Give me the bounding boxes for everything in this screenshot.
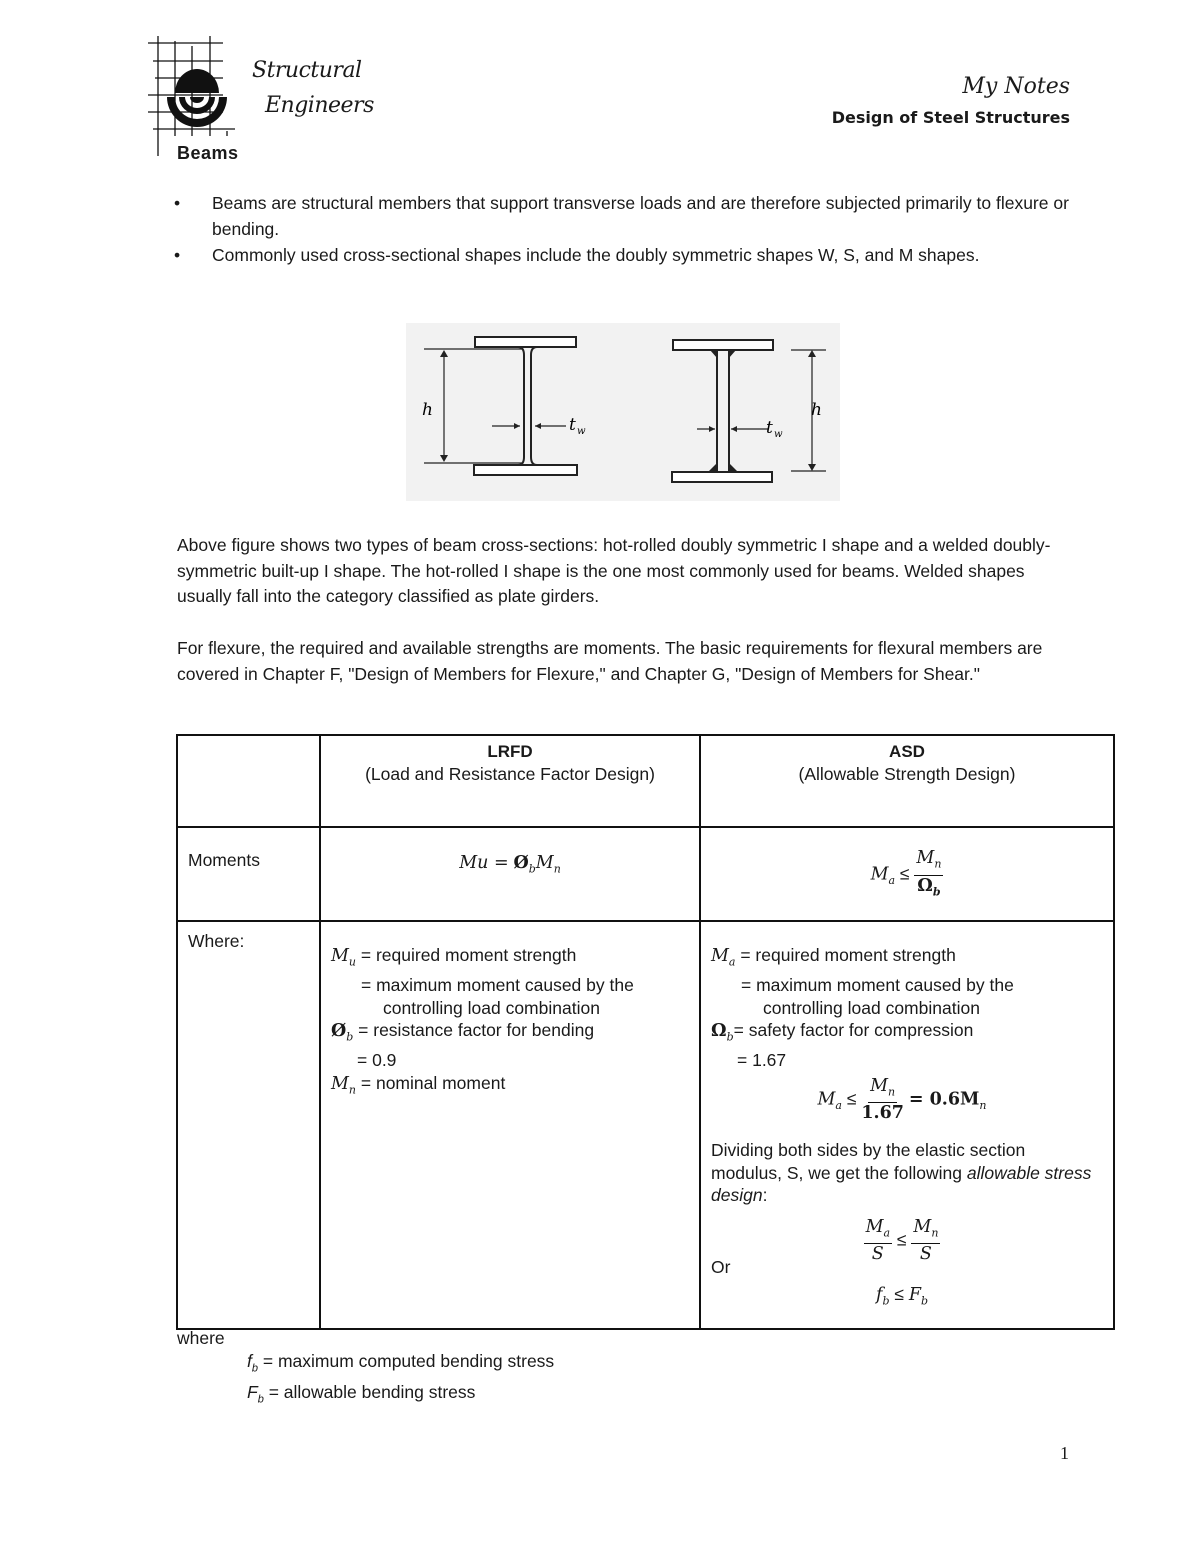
asd-definitions: $M_a$ = required moment strength = maximum moment caused by the controlling load combination $\Omega_b=$ safety factor for compression = 1.67 $M_a$ ≤ $\frac{M_n}{1.67}$ = $0.6M_n$ Dividing both sides by the elastic section modulus, S, we get the following allowable stress design: $\frac{M_a}{S}$ ≤ $\frac{M_n}{S}$ Or $f_b \le F_b$ xyxy=(700,921,1114,1329)
asd-fb-equation: $f_b \le F_b$ xyxy=(875,1283,929,1307)
where-label: Where: xyxy=(177,921,320,1329)
lrfd-moment-equation: $Mu = Ø_bM_n$ xyxy=(320,827,700,921)
svg-text:w: w xyxy=(774,429,783,440)
beam-cross-section-figure xyxy=(406,323,840,501)
footer-definitions: where $f_b$ = maximum computed bending stress $F_b$ = allowable bending stress xyxy=(177,1328,555,1405)
bullet-icon: • xyxy=(174,245,181,265)
lrfd-asd-table xyxy=(176,734,1115,1330)
section-title: Beams xyxy=(177,143,239,163)
asd-equation-167: $M_a$ ≤ $\frac{M_n}{1.67}$ = $0.6M_n$ xyxy=(817,1075,987,1123)
brand-line-2: Engineers xyxy=(265,93,374,118)
h-label-right: h xyxy=(811,400,822,420)
page-number: 1 xyxy=(1060,1443,1069,1463)
flexure-paragraph: For flexure, the required and available strengths are moments. The basic requirements for flexural members are covered in Chapter F, "Design of Members for Flexure," and Chapter G, "Design of Members for Shear." xyxy=(177,638,1043,684)
bullet-item: • Beams are structural members that support transverse loads and are therefore subjected primarily to flexure or bending. xyxy=(170,190,1070,242)
bullet-list xyxy=(170,190,1070,268)
brand-line-1: Structural xyxy=(252,58,362,83)
course-title: Design of Steel Structures xyxy=(831,108,1070,127)
asd-moment-equation: $M_a$ ≤ $\frac{M_n}{\Omega_b}$ xyxy=(700,827,1114,921)
asd-stress-equation: $\frac{M_a}{S}$ ≤ $\frac{M_n}{S}$ xyxy=(865,1216,939,1264)
i-beam-diagram-icon xyxy=(406,323,840,501)
bullet-icon: • xyxy=(174,193,181,213)
figure-description: Above figure shows two types of beam cross-sections: hot-rolled doubly symmetric I shape and a welded doubly-symmetric built-up I shape. The hot-rolled I shape is the one most commonly used for beams. Welded shapes usually fall into the category classified as plate girders. xyxy=(177,535,1051,606)
tw-label-left: t xyxy=(569,415,576,435)
h-label-left: h xyxy=(422,400,433,420)
asd-header: ASD (Allowable Strength Design) xyxy=(700,735,1114,827)
svg-text:w: w xyxy=(577,426,586,437)
table-corner-cell xyxy=(177,735,320,827)
tw-label-right: t xyxy=(766,418,773,438)
notes-label: My Notes xyxy=(962,74,1070,99)
bullet-item: • Commonly used cross-sectional shapes include the doubly symmetric shapes W, S, and M shapes. xyxy=(170,242,1070,268)
lrfd-header: LRFD (Load and Resistance Factor Design) xyxy=(320,735,700,827)
moments-label: Moments xyxy=(177,827,320,921)
lrfd-definitions: $M_u$ = required moment strength = maximum moment caused by the controlling load combination $Ø_b$ = resistance factor for bending = 0.9 $M_n$ = nominal moment xyxy=(320,921,700,1329)
